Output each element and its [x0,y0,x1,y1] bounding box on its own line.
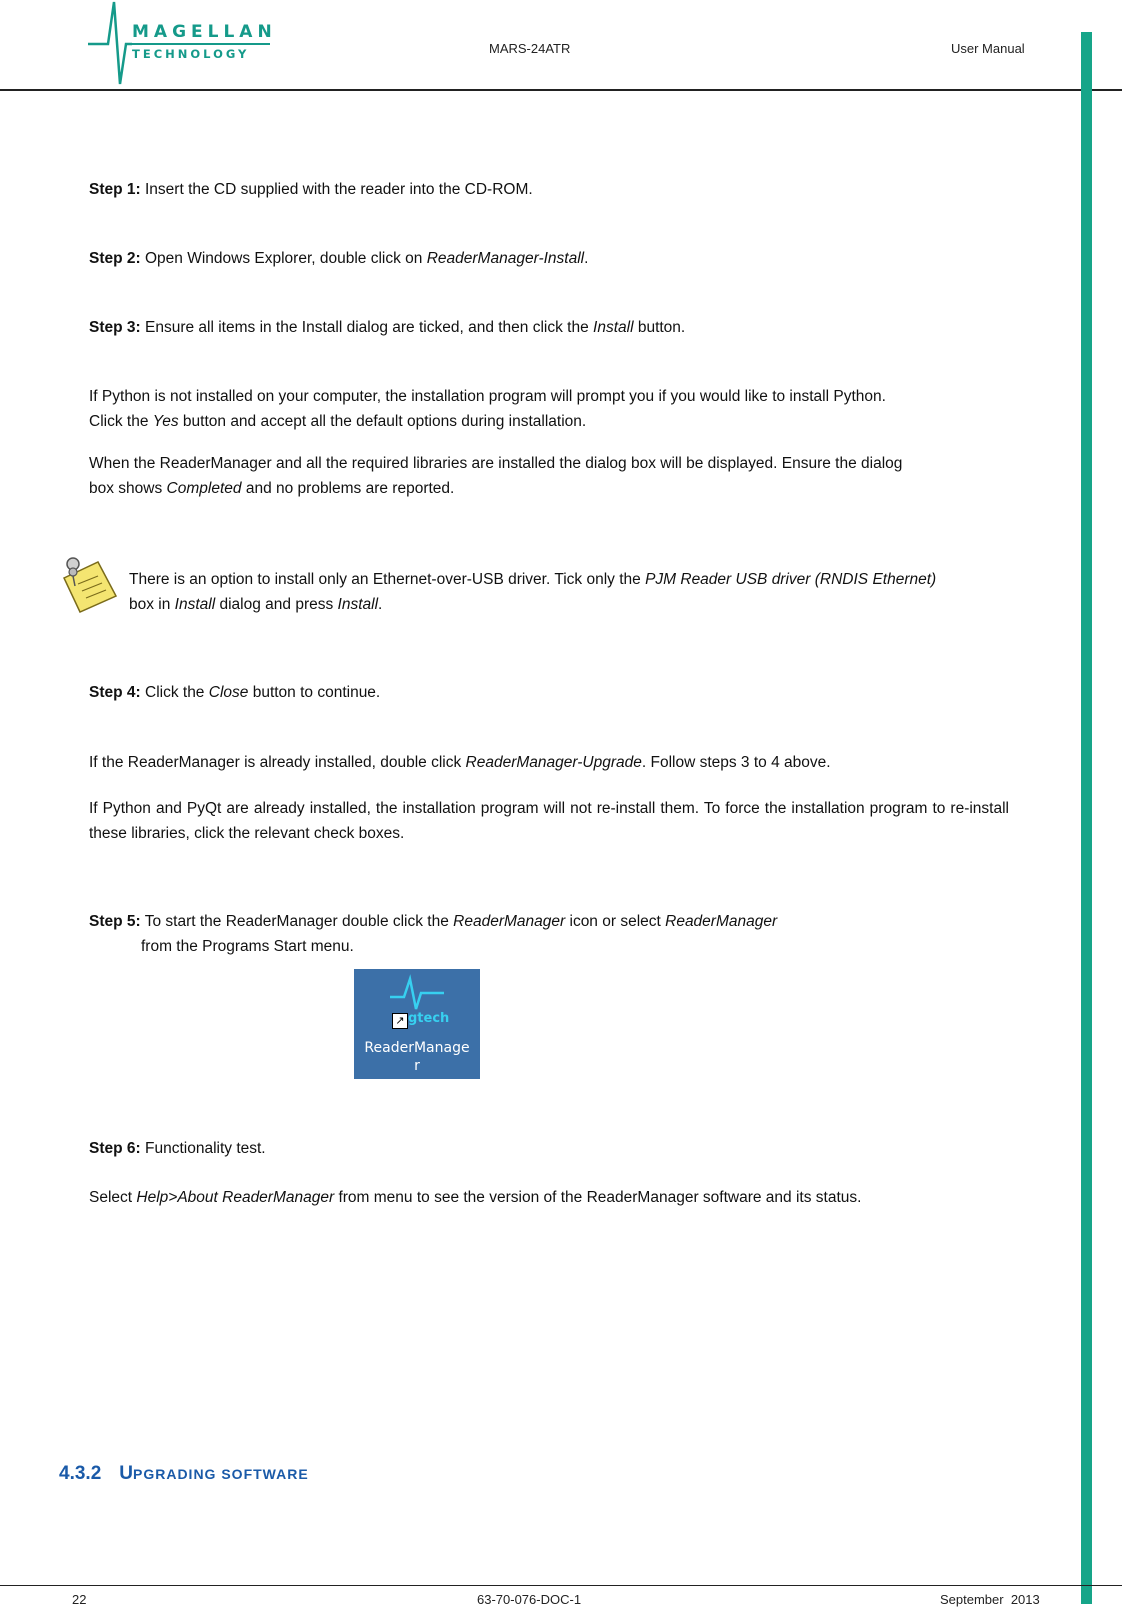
icon-small-text: gtech [408,1011,450,1026]
logo-wordmark-top: MAGELLAN [132,22,277,42]
header-rule [0,89,1122,91]
side-accent-bar [1081,32,1092,1604]
step-4-text: Click the [140,684,209,701]
section-heading [59,1463,309,1485]
python-line-2-pre: Click the [89,413,153,430]
icon-label-line-2: r [414,1058,420,1074]
logo-wordmark-bottom: TECHNOLOGY [132,47,250,61]
step-4-end: button to continue. [248,684,381,701]
note-install-dialog: Install [174,596,216,613]
note-icon [58,556,122,614]
select-paragraph [89,1185,1009,1210]
step-1-label: Step 1: [89,181,141,198]
step-6 [89,1136,1009,1161]
step-4-close: Close [208,684,249,701]
python-paragraph [89,384,1009,434]
section-number: 4.3.2 [59,1463,102,1484]
step-5 [89,909,1009,959]
footer-rule [0,1585,1122,1586]
completed-line-1: When the ReaderManager and all the required libraries are installed the dialog box will be displayed. Ensure the dialog [89,455,903,472]
step-2-filename: ReaderManager-Install [426,250,585,267]
python-line-2-post: button and accept all the default options during installation. [178,413,587,430]
step-3 [89,315,1009,340]
section-title-rest: PGRADING SOFTWARE [133,1466,309,1482]
upgrade-post: . Follow steps 3 to 4 above. [641,754,831,771]
step-5-line-2: from the Programs Start menu. [141,938,354,955]
icon-label-line-1: ReaderManage [364,1040,470,1056]
upgrade-filename: ReaderManager-Upgrade [465,754,642,771]
step-6-text: Functionality test. [140,1140,266,1157]
note-mid-1: box in [129,596,175,613]
step-5-icon-name: ReaderManager [453,913,566,930]
note-driver-name: PJM Reader USB driver (RNDIS Ethernet) [645,571,937,588]
step-1 [89,177,1009,202]
note-text [129,567,1009,617]
step-1-text: Insert the CD supplied with the reader into the CD-ROM. [140,181,533,198]
doc-title: MARS-24ATR [489,41,571,56]
upgrade-paragraph [89,750,1009,775]
step-5-line-1 [89,909,1009,934]
step-5-mid: icon or select [565,913,666,930]
select-menu-path: Help>About ReaderManager [136,1189,335,1206]
step-5-text: To start the ReaderManager double click the [140,913,454,930]
python-line-2 [89,409,1009,434]
step-3-button-name: Install [593,319,634,336]
step-5-menu-name: ReaderManager [665,913,778,930]
completed-word: Completed [166,480,242,497]
sticky-note-pin-icon [58,556,122,614]
python-line-1: If Python is not installed on your computer, the installation program will prompt you if you would like to install Python. [89,388,886,405]
step-3-end: button. [633,319,686,336]
note-line-1 [129,567,1009,592]
note-mid-2: dialog and press [215,596,338,613]
note-end: . [378,596,383,613]
shortcut-arrow-icon: ↗ [392,1013,408,1029]
completed-line-2 [89,476,1009,501]
step-3-text: Ensure all items in the Install dialog are ticked, and then click the [140,319,594,336]
doc-type: User Manual [951,41,1025,56]
step-2-end: . [584,250,589,267]
completed-line-2-pre: box shows [89,480,167,497]
step-2 [89,246,1009,271]
waveform-icon [354,971,480,1011]
step-5-label: Step 5: [89,913,141,930]
step-3-label: Step 3: [89,319,141,336]
step-4 [89,680,1009,705]
step-2-text: Open Windows Explorer, double click on [140,250,427,267]
readermanager-desktop-icon[interactable] [354,969,480,1079]
note-pre: There is an option to install only an Ethernet-over-USB driver. Tick only the [129,571,646,588]
step-6-label: Step 6: [89,1140,141,1157]
page-number: 22 [72,1592,87,1607]
logo-divider [132,43,270,45]
note-install-button: Install [337,596,379,613]
completed-paragraph [89,451,1009,501]
select-pre: Select [89,1189,137,1206]
logo [86,0,276,86]
footer-date: September 2013 [940,1592,1040,1607]
pyqt-paragraph: If Python and PyQt are already installed, the installation program will not re-install them. To force the installation program to re-install these libraries, click the relevant check boxes. [89,800,1009,842]
select-post: from menu to see the version of the ReaderManager software and its status. [334,1189,862,1206]
step-2-label: Step 2: [89,250,141,267]
doc-number: 63-70-076-DOC-1 [477,1592,582,1607]
python-yes: Yes [152,413,179,430]
note-line-2 [129,592,1009,617]
section-title-initial: U [119,1463,133,1484]
step-4-label: Step 4: [89,684,141,701]
completed-line-2-post: and no problems are reported. [241,480,455,497]
upgrade-pre: If the ReaderManager is already installed, double click [89,754,466,771]
